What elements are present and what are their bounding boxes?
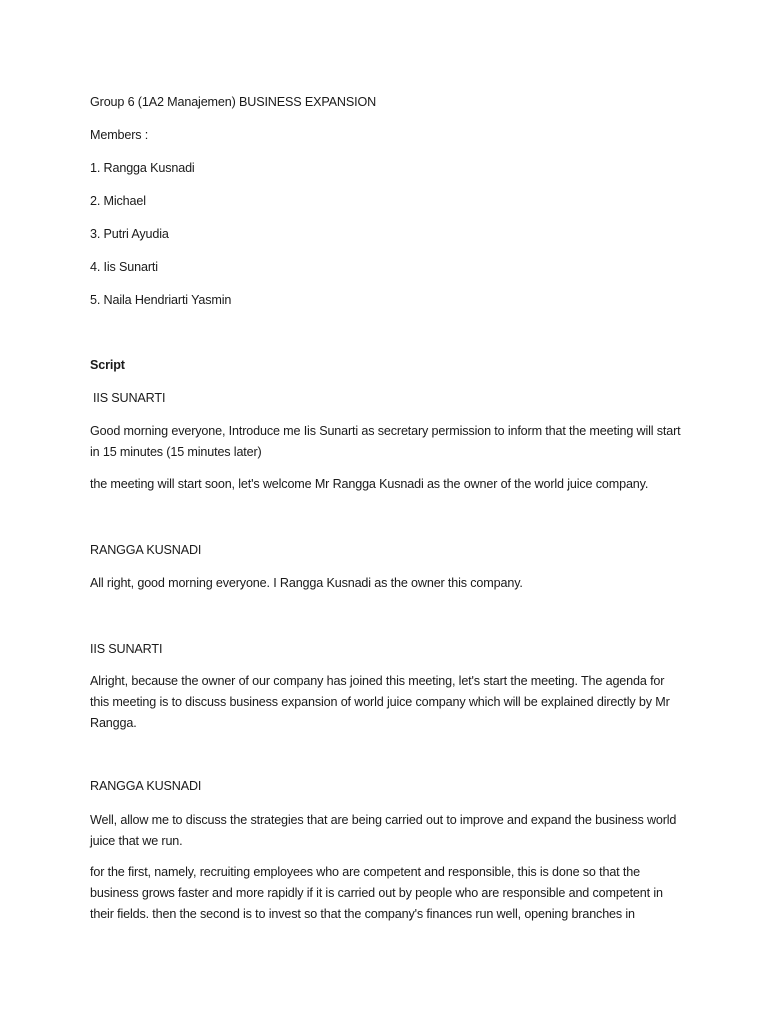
member-item: 4. Iis Sunarti bbox=[90, 260, 158, 274]
document-title: Group 6 (1A2 Manajemen) BUSINESS EXPANSION bbox=[90, 95, 377, 109]
speaker-name: RANGGA KUSNADI bbox=[90, 543, 202, 557]
member-item: 2. Michael bbox=[90, 194, 146, 208]
member-item: 5. Naila Hendriarti Yasmin bbox=[90, 293, 232, 307]
dialogue-paragraph: Alright, because the owner of our company has joined this meeting, let's start the meeting. The agenda for this meeting is to discuss business expansion of world juice company which will be explained directly by Mr Rangga. bbox=[90, 674, 670, 730]
member-item: 1. Rangga Kusnadi bbox=[90, 161, 195, 175]
script-heading: Script bbox=[90, 358, 125, 372]
speaker-name: IIS SUNARTI bbox=[90, 642, 163, 656]
speaker-name: RANGGA KUSNADI bbox=[90, 779, 202, 793]
dialogue-paragraph: the meeting will start soon, let's welcome Mr Rangga Kusnadi as the owner of the world juice company. bbox=[90, 477, 649, 491]
member-item: 3. Putri Ayudia bbox=[90, 227, 169, 241]
members-heading: Members : bbox=[90, 128, 149, 142]
speaker-name: IIS SUNARTI bbox=[93, 391, 166, 405]
dialogue-paragraph: Good morning everyone, Introduce me Iis Sunarti as secretary permission to inform that the meeting will start in 15 minutes (15 minutes later) bbox=[90, 424, 681, 459]
dialogue-paragraph: for the first, namely, recruiting employees who are competent and responsible, this is done so that the business grows faster and more rapidly if it is carried out by people who are responsible and competent in their fields. then the second is to invest so that the company's finances run well, opening branches in bbox=[90, 865, 663, 921]
dialogue-paragraph: All right, good morning everyone. I Rangga Kusnadi as the owner this company. bbox=[90, 576, 523, 590]
dialogue-paragraph: Well, allow me to discuss the strategies that are being carried out to improve and expand the business world juice that we run. bbox=[90, 813, 677, 848]
document-page bbox=[90, 0, 690, 1024]
